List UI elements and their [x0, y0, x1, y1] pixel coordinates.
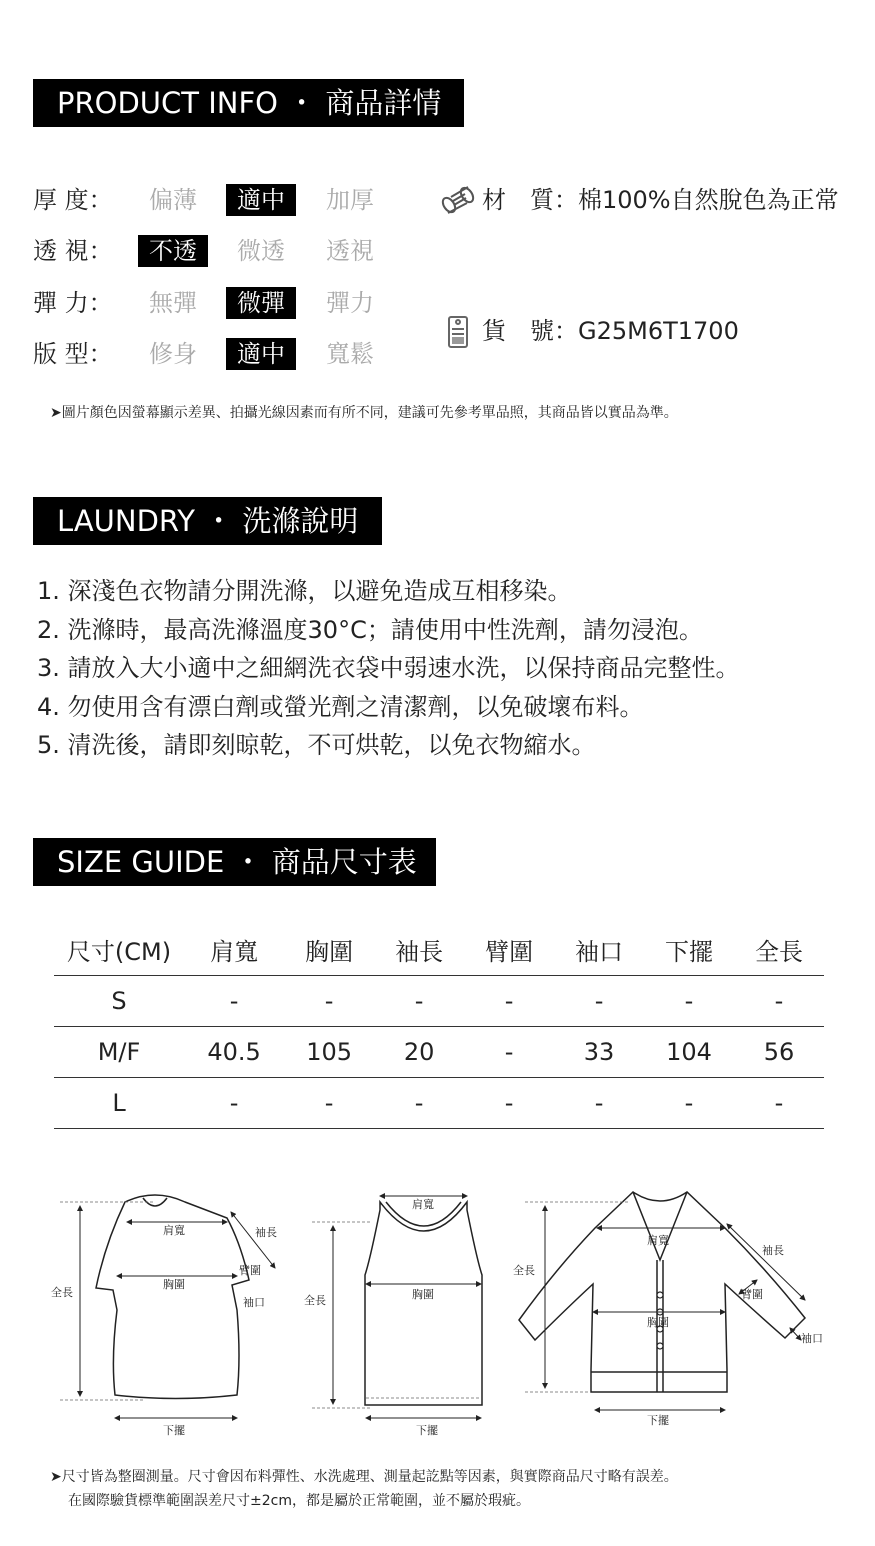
laundry-item: 1. 深淺色衣物請分開洗滌，以避免造成互相移染。	[37, 577, 572, 605]
table-cell: 33	[554, 1026, 644, 1077]
attr-label: 厚 度：	[33, 186, 113, 214]
laundry-item: 2. 洗滌時，最高洗滌溫度30°C；請使用中性洗劑，請勿浸泡。	[37, 615, 703, 644]
column-header: 下擺	[644, 925, 734, 975]
shoulder-label: 肩寬	[647, 1234, 669, 1247]
sleeve-label: 袖長	[255, 1226, 277, 1239]
column-header: 尺寸(CM)	[54, 925, 184, 975]
table-cell: -	[464, 975, 554, 1026]
chest-label: 胸圍	[163, 1278, 185, 1291]
laundry-item: 5. 清洗後，請即刻晾乾，不可烘乾，以免衣物縮水。	[37, 731, 596, 759]
attr-label: 版 型：	[33, 340, 113, 368]
size-cell: S	[54, 975, 184, 1026]
table-header-row	[54, 925, 824, 975]
table-cell: 56	[734, 1026, 824, 1077]
attr-option-selected: 微彈	[226, 287, 296, 319]
hem-label: 下擺	[647, 1414, 669, 1427]
material-text: 材 質：棉100%自然脫色為正常	[482, 186, 839, 214]
table-cell: -	[374, 975, 464, 1026]
laundry-list	[37, 572, 740, 765]
color-disclaimer: ➤圖片顏色因螢幕顯示差異、拍攝光線因素而有所不同，建議可先參考單品照，其商品皆以實品為準。	[50, 405, 678, 421]
cuff-label: 袖口	[801, 1332, 823, 1345]
table-cell: 20	[374, 1026, 464, 1077]
table-row	[54, 1077, 824, 1128]
product-info-banner: PRODUCT INFO ・ 商品詳情	[33, 79, 464, 127]
table-cell: 105	[284, 1026, 374, 1077]
attr-label: 透 視：	[33, 237, 113, 265]
attr-option-selected: 適中	[226, 184, 296, 216]
column-header: 袖口	[554, 925, 644, 975]
arm-label: 臂圍	[239, 1264, 261, 1277]
table-row	[54, 1026, 824, 1077]
laundry-banner: LAUNDRY ・ 洗滌說明	[33, 497, 382, 545]
tank-measurement-diagram	[300, 1180, 500, 1445]
sleeve-label: 袖長	[762, 1244, 784, 1257]
table-cell: -	[284, 1077, 374, 1128]
chest-label: 胸圍	[412, 1288, 434, 1301]
hem-label: 下擺	[163, 1424, 185, 1437]
attr-option: 透視	[326, 237, 374, 265]
attr-option: 加厚	[326, 186, 374, 214]
size-cell: M/F	[54, 1026, 184, 1077]
attr-option: 彈力	[326, 289, 374, 317]
attr-option: 無彈	[149, 289, 197, 317]
column-header: 臂圍	[464, 925, 554, 975]
cuff-label: 袖口	[243, 1296, 265, 1309]
tag-icon	[440, 310, 478, 354]
table-cell: -	[284, 975, 374, 1026]
table-cell: -	[734, 975, 824, 1026]
length-label: 全長	[304, 1294, 326, 1307]
column-header: 全長	[734, 925, 824, 975]
laundry-item: 3. 請放入大小適中之細網洗衣袋中弱速水洗，以保持商品完整性。	[37, 654, 740, 682]
table-cell: -	[554, 1077, 644, 1128]
hem-label: 下擺	[416, 1424, 438, 1437]
length-label: 全長	[51, 1286, 73, 1299]
size-guide-banner: SIZE GUIDE ・ 商品尺寸表	[33, 838, 436, 886]
table-cell: -	[644, 975, 734, 1026]
attr-option: 修身	[149, 340, 197, 368]
table-cell: -	[464, 1077, 554, 1128]
column-header: 胸圍	[284, 925, 374, 975]
table-cell: 104	[644, 1026, 734, 1077]
table-cell: -	[184, 1077, 284, 1128]
laundry-item: 4. 勿使用含有漂白劑或螢光劑之清潔劑，以免破壞布料。	[37, 692, 644, 721]
attr-label: 彈 力：	[33, 289, 113, 317]
sku-spec	[440, 310, 739, 354]
table-cell: -	[644, 1077, 734, 1128]
arm-label: 臂圍	[741, 1288, 763, 1301]
attr-option: 寬鬆	[326, 340, 374, 368]
thread-spool-icon	[440, 184, 478, 218]
column-header: 肩寬	[184, 925, 284, 975]
attr-option-selected: 適中	[226, 338, 296, 370]
chest-label: 胸圍	[647, 1316, 669, 1329]
length-label: 全長	[513, 1264, 535, 1277]
size-note-1: ➤尺寸皆為整圈測量。尺寸會因布料彈性、水洗處理、測量起訖點等因素，與實際商品尺寸略有誤差。	[50, 1469, 678, 1485]
size-table	[54, 925, 824, 1129]
attr-option-selected: 不透	[138, 235, 208, 267]
table-cell: -	[464, 1026, 554, 1077]
column-header: 袖長	[374, 925, 464, 975]
table-cell: -	[554, 975, 644, 1026]
sku-text: 貨 號：G25M6T1700	[482, 317, 739, 345]
material-spec	[440, 182, 839, 218]
shoulder-label: 肩寬	[412, 1198, 434, 1211]
cardigan-measurement-diagram	[505, 1180, 835, 1445]
tshirt-measurement-diagram	[45, 1180, 295, 1445]
size-cell: L	[54, 1077, 184, 1128]
attr-option: 微透	[237, 237, 285, 265]
table-cell: -	[374, 1077, 464, 1128]
table-row	[54, 975, 824, 1026]
attr-option: 偏薄	[149, 186, 197, 214]
shoulder-label: 肩寬	[163, 1224, 185, 1237]
table-cell: 40.5	[184, 1026, 284, 1077]
size-note-2: 在國際驗貨標準範圍誤差尺寸±2cm，都是屬於正常範圍，並不屬於瑕疵。	[68, 1493, 530, 1509]
table-cell: -	[184, 975, 284, 1026]
table-cell: -	[734, 1077, 824, 1128]
